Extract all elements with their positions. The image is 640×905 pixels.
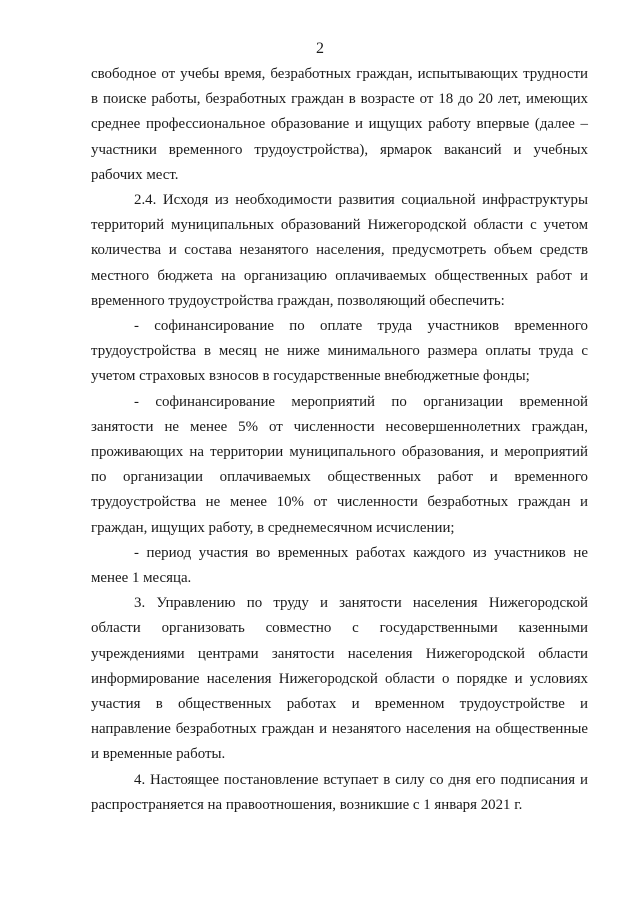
paragraph-4: 4. Настоящее постановление вступает в силу со дня его подписания и распространяется на правоотношения, возникшие с 1 января 2021 г.	[91, 771, 588, 813]
list-item-cofinancing-wages: - софинансирование по оплате труда участников временного трудоустройства в месяц не ниже минимального размера оплаты труда с учетом страховых взносов в государственные внебюджетные фонды;	[91, 318, 588, 385]
page-number: 2	[316, 40, 324, 57]
list-item-participation-period: - период участия во временных работах каждого из участников не менее 1 месяца.	[91, 544, 588, 587]
paragraph-2-4: 2.4. Исходя из необходимости развития социальной инфраструктуры территорий муниципальных образований Нижегородской области с учетом количества и состава незанятого населения, предусмотреть объем средств местного бюджета на организацию оплачиваемых общественных работ и временного трудоустройства граждан, позволяющий обеспечить:	[91, 192, 588, 309]
list-item-cofinancing-measures: - софинансирование мероприятий по организации временной занятости не менее 5% от численности несовершеннолетних граждан, проживающих на территории муниципального образования, и мероприятий по организации оплачиваемых общественных работ и временного трудоустройства не менее 10% от численности безработных граждан и граждан, ищущих работу, в среднемесячном исчислении;	[91, 393, 588, 536]
paragraph-3: 3. Управлению по труду и занятости населения Нижегородской области организовать совместно с государственными казенными учреждениями центрами занятости населения Нижегородской области информирование населения Нижегородской области о порядке и условиях участия в общественных работах и временном трудоустройстве и направление безработных граждан и незанятого населения на общественные и временные работы.	[91, 595, 588, 763]
document-body	[91, 62, 588, 818]
paragraph-continuation: свободное от учебы время, безработных граждан, испытывающих трудности в поиске работы, безработных граждан в возрасте от 18 до 20 лет, имеющих среднее профессиональное образование и ищущих работу впервые (далее – участники временного трудоустройства), ярмарок вакансий и учебных рабочих мест.	[91, 66, 588, 183]
